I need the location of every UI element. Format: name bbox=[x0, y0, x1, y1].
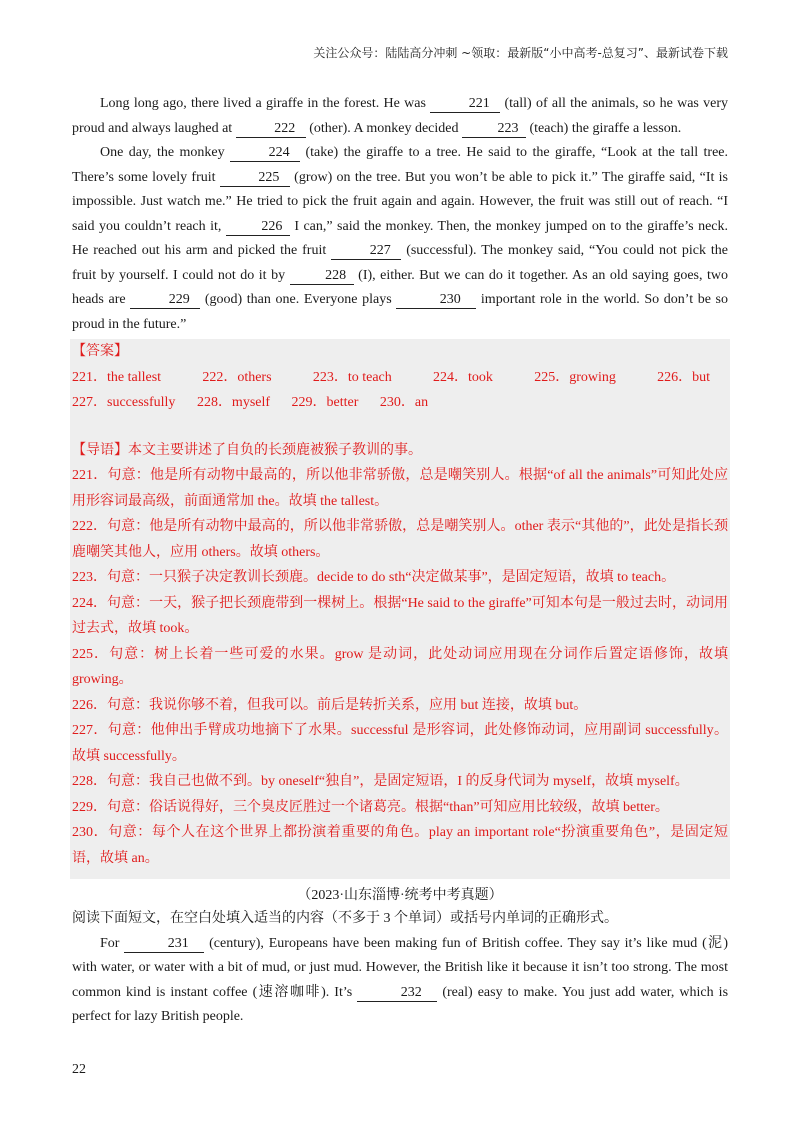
answer-item: 225．growing bbox=[534, 369, 616, 385]
blank-228: 228 bbox=[290, 268, 354, 285]
blank-222: 222 bbox=[236, 121, 306, 138]
passage1-paragraph2 bbox=[72, 141, 728, 337]
explanation: 226．句意：我说你够不着，但我可以。前后是转折关系，应用 but 连接，故填 but。 bbox=[72, 697, 588, 713]
text: For bbox=[100, 935, 120, 951]
text: important role in the world. So don’t be so proud in the future.” bbox=[72, 292, 729, 332]
page-content bbox=[72, 92, 728, 1030]
blank-223: 223 bbox=[462, 121, 526, 138]
blank-226: 226 bbox=[226, 219, 290, 236]
page-header: 关注公众号：陆陆高分冲刺 ~领取：最新版“小中高考-总复习”、最新试卷下载 bbox=[313, 46, 728, 60]
explanation: 221．句意：他是所有动物中最高的，所以他非常骄傲，总是嘲笑别人。根据“of all the animals”可知此处应用形容词最高级，前面通常加 the。故填 the tallest。 bbox=[72, 468, 728, 509]
text: (real) easy to make. You just add water, which is perfect for lazy British people. bbox=[72, 984, 729, 1024]
blank-229: 229 bbox=[130, 292, 200, 309]
text: I can,” said the monkey. Then, the monkey jumped on to the giraffe’s neck. He reached out his arm and picked the fruit bbox=[72, 218, 729, 258]
blank-221: 221 bbox=[430, 96, 500, 113]
answer-box bbox=[70, 339, 730, 879]
explanation: 228．句意：我自己也做不到。by oneself“独自”，是固定短语，I 的反身代词为 myself，故填 myself。 bbox=[72, 774, 689, 789]
answer-item: 230．an bbox=[379, 395, 429, 410]
guide: 【导语】本文主要讲述了自负的长颈鹿被猴子教训的事。 bbox=[72, 442, 422, 458]
passage2-paragraph bbox=[72, 932, 728, 1030]
text: (century), Europeans have been making fun of British coffee. They say it’s like mud (泥) with water, or water with a bit of mud, or just mud. However, the British like it because it isn’t too strong. The most common kind is instant coffee (速溶咖啡). It’s bbox=[72, 935, 729, 1000]
page-number: 22 bbox=[72, 1062, 86, 1077]
text: (other). A monkey decided bbox=[309, 120, 459, 136]
answer-item: 226．but bbox=[657, 369, 711, 385]
text: (take) the giraffe to a tree. He said to the giraffe, “Look at the tall tree. There’s some lovely fruit bbox=[72, 145, 729, 185]
text: (grow) on the tree. But you won’t be able to pick it.” The giraffe said, “It is impossible. Just watch me.” He tried to pick the fruit again and again. However, the fruit was still out of reach. “I said you couldn’t reach it, bbox=[72, 169, 729, 234]
passage1-paragraph1 bbox=[72, 92, 728, 141]
explanation: 227．句意：他伸出手臂成功地摘下了水果。successful 是形容词，此处修饰动词，应用副词 successfully。故填 successfully。 bbox=[72, 723, 728, 764]
answer-item: 228．myself bbox=[196, 395, 271, 410]
exam-source: （2023·山东淄博·统考中考真题） bbox=[297, 888, 503, 903]
blank-224: 224 bbox=[230, 145, 300, 162]
explanation: 225．句意：树上长着一些可爱的水果。grow 是动词，此处动词应用现在分词作后置定语修饰，故填 growing。 bbox=[72, 646, 728, 687]
text: (good) than one. Everyone plays bbox=[204, 292, 392, 307]
text: (successful). The monkey said, “You could not pick the fruit by yourself. I could not do it by bbox=[72, 243, 729, 283]
answer-item: 224．took bbox=[433, 369, 493, 385]
text: (tall) of all the animals, so he was very proud and always laughed at bbox=[72, 96, 729, 136]
explanation: 230．句意：每个人在这个世界上都扮演着重要的角色。play an important role“扮演重要角色”，是固定短语，故填 an。 bbox=[72, 825, 728, 866]
instruction: 阅读下面短文，在空白处填入适当的内容（不多于 3 个单词）或括号内单词的正确形式。 bbox=[72, 911, 618, 926]
text: Long long ago, there lived a giraffe in the forest. He was bbox=[100, 96, 426, 111]
blank-231: 231 bbox=[124, 936, 204, 953]
explanation: 224．句意：一天，猴子把长颈鹿带到一棵树上。根据“He said to the giraffe”可知本句是一般过去时，动词用过去式，故填 took。 bbox=[72, 595, 728, 636]
answer-item: 229．better bbox=[291, 395, 359, 410]
blank-230: 230 bbox=[396, 292, 476, 309]
text: (teach) the giraffe a lesson. bbox=[529, 120, 682, 136]
answer-list bbox=[72, 365, 728, 416]
answer-item: 223．to teach bbox=[312, 369, 392, 385]
answer-title: 【答案】 bbox=[72, 344, 128, 359]
answer-item: 227．successfully bbox=[72, 395, 176, 410]
blank-232: 232 bbox=[357, 985, 437, 1002]
text: One day, the monkey bbox=[100, 145, 225, 160]
explanation: 222．句意：他是所有动物中最高的，所以他非常骄傲，总是嘲笑别人。other 表示“其他的”，此处是指长颈鹿嘲笑其他人，应用 others。故填 others。 bbox=[72, 519, 728, 560]
explanation: 223．句意：一只猴子决定教训长颈鹿。decide to do sth“决定做某事”，是固定短语，故填 to teach。 bbox=[72, 570, 676, 585]
explanation: 229．句意：俗话说得好，三个臭皮匠胜过一个诸葛亮。根据“than”可知应用比较级，故填 better。 bbox=[72, 799, 669, 815]
spacer bbox=[72, 416, 728, 438]
blank-225: 225 bbox=[220, 170, 290, 187]
blank-227: 227 bbox=[331, 243, 401, 260]
answer-item: 222．others bbox=[202, 369, 272, 385]
text: (I), either. But we can do it together. As an old saying goes, two heads are bbox=[72, 267, 729, 307]
answer-item: 221．the tallest bbox=[72, 369, 162, 385]
